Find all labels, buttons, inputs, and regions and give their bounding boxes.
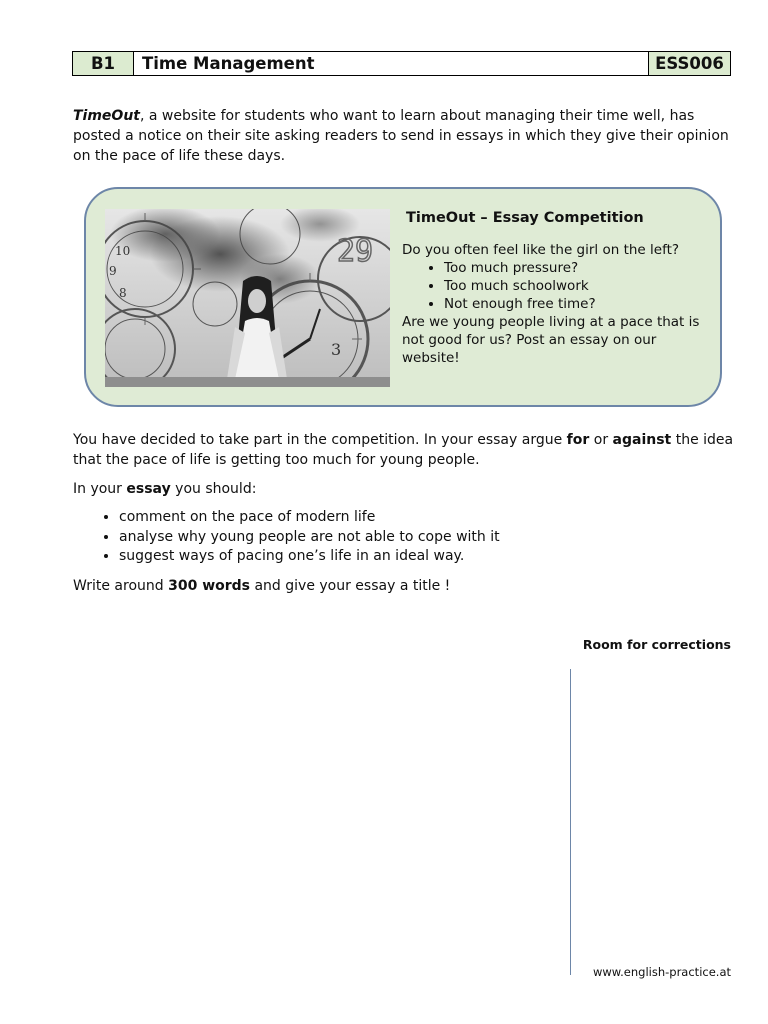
digital-clock-digits: 29 bbox=[337, 234, 374, 269]
task-text: you should: bbox=[170, 481, 257, 497]
task-points bbox=[73, 508, 743, 567]
clock-numeral: 10 bbox=[115, 244, 131, 258]
list-item: • Too much schoolwork bbox=[444, 277, 712, 295]
worksheet-header bbox=[72, 51, 731, 76]
task-text: In your bbox=[73, 481, 127, 497]
instructions-paragraph bbox=[73, 479, 743, 499]
notice-title: TimeOut – Essay Competition bbox=[406, 210, 644, 226]
task-essay: essay bbox=[126, 481, 171, 497]
list-item: • comment on the pace of modern life bbox=[119, 508, 743, 528]
task-paragraph bbox=[73, 430, 743, 470]
worksheet-code: ESS006 bbox=[648, 52, 730, 75]
footer-url: www.english-practice.at bbox=[592, 965, 731, 979]
task-text: and give your essay a title ! bbox=[250, 577, 451, 594]
list-item: • analyse why young people are not able to cope with it bbox=[119, 528, 743, 548]
intro-paragraph bbox=[73, 106, 733, 166]
task-text: You have decided to take part in the competition. In your essay argue bbox=[73, 432, 567, 448]
competition-notice bbox=[84, 187, 722, 407]
site-name: TimeOut bbox=[73, 108, 140, 124]
list-item: • Too much pressure? bbox=[444, 259, 712, 277]
stressed-girl-clocks-image bbox=[105, 209, 390, 387]
word-count-paragraph bbox=[73, 576, 743, 596]
list-item: • Not enough free time? bbox=[444, 295, 712, 313]
corrections-label: Room for corrections bbox=[582, 637, 731, 652]
clock-numeral: 9 bbox=[109, 264, 117, 278]
clock-collage-graphic bbox=[105, 209, 390, 387]
task-text: the idea that the pace of life is getting too much for young people. bbox=[73, 432, 734, 468]
clock-numeral: 8 bbox=[119, 286, 127, 300]
notice-list bbox=[402, 259, 712, 313]
intro-text: , a website for students who want to learn about managing their time well, has posted a notice on their site asking readers to send in essays in which they give their opinion on the pace of life these days. bbox=[73, 108, 729, 164]
list-item: • suggest ways of pacing one’s life in an ideal way. bbox=[119, 547, 743, 567]
task-for: for bbox=[566, 432, 590, 448]
notice-closing: Are we young people living at a pace that is not good for us? Post an essay on our website! bbox=[402, 314, 700, 366]
task-section bbox=[73, 430, 743, 605]
corrections-divider bbox=[570, 669, 571, 975]
level-badge: B1 bbox=[73, 52, 134, 75]
notice-text bbox=[402, 209, 712, 367]
notice-question: Do you often feel like the girl on the left? bbox=[402, 242, 680, 258]
word-count: 300 words bbox=[168, 577, 251, 594]
worksheet-title: Time Management bbox=[134, 52, 648, 75]
task-text: Write around bbox=[73, 577, 169, 594]
task-text: or bbox=[589, 432, 613, 448]
task-against: against bbox=[612, 432, 672, 448]
clock-numeral: 3 bbox=[331, 340, 342, 359]
